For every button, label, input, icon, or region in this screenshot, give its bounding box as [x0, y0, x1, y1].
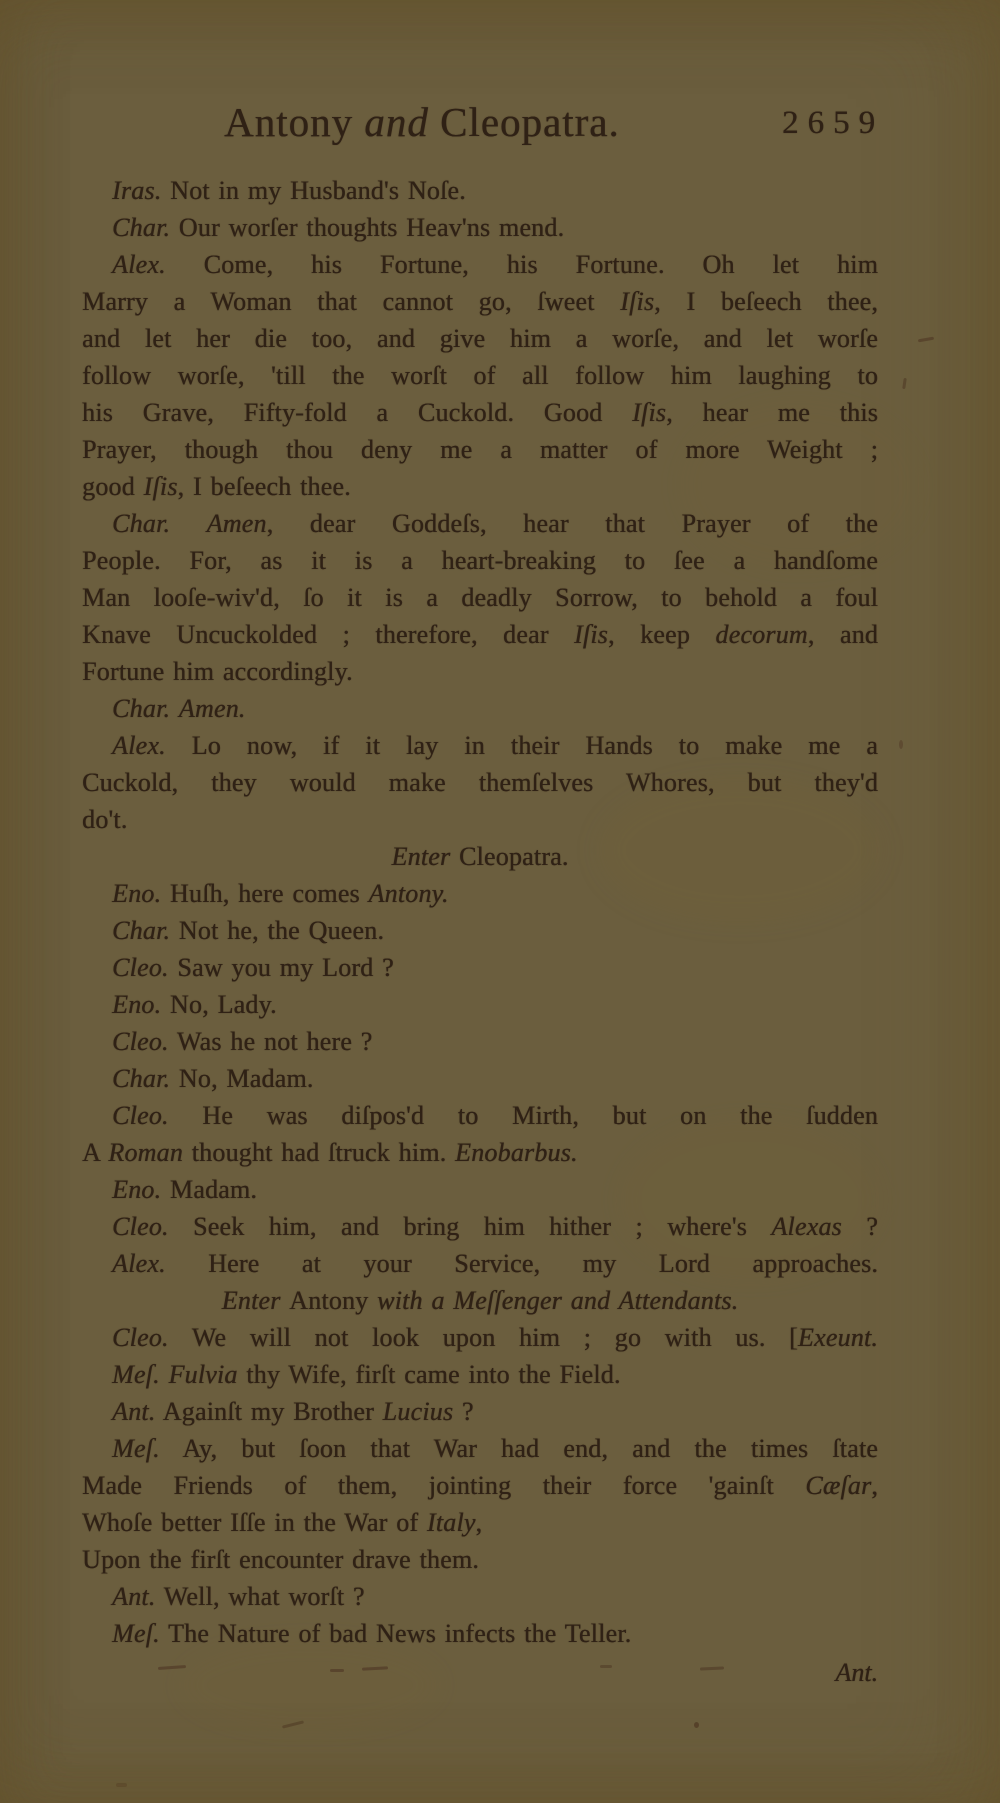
text-line-30: [82, 1245, 878, 1282]
roman-text: Come, his Fortune, his Fortune. Oh let him: [165, 250, 878, 279]
italic-text: Ant.: [112, 1397, 156, 1426]
italic-text: decorum: [715, 620, 808, 649]
italic-text: Eno.: [112, 990, 162, 1019]
roman-text: and let her die too, and give him a worſe, and let worſe: [82, 324, 878, 353]
roman-text: Marry a Woman that cannot go, ſweet: [82, 287, 621, 316]
text-line-1: [82, 172, 878, 209]
roman-text: , and: [807, 620, 878, 649]
roman-text: ,: [871, 1471, 878, 1500]
text-line-8: [82, 431, 878, 468]
text-line-11: [82, 542, 878, 579]
italic-text: Iras.: [112, 176, 162, 205]
italic-text: Eno.: [112, 1175, 162, 1204]
italic-text: Cæſar: [805, 1471, 872, 1500]
roman-text: Againſt my Brother: [155, 1397, 383, 1426]
text-line-32: [82, 1319, 878, 1356]
text-line-12: [82, 579, 878, 616]
roman-text: ?: [841, 1212, 878, 1241]
roman-text: He was diſpos'd to Mirth, but on the ſudden: [168, 1101, 878, 1130]
page-number: 2659: [782, 105, 884, 141]
italic-text: Char.: [112, 694, 171, 723]
italic-text: Meſ.: [112, 1360, 160, 1389]
text-line-36: [82, 1467, 878, 1504]
roman-text: No, Madam.: [170, 1064, 314, 1093]
text-line-29: [82, 1208, 878, 1245]
italic-text: Cleo.: [112, 1101, 169, 1130]
italic-text: Char.: [112, 916, 171, 945]
roman-text: follow worſe, 'till the worſt of all follow him laughing to: [82, 361, 878, 390]
roman-text: Man looſe-wiv'd, ſo it is a deadly Sorrow, to behold a foul: [82, 583, 878, 612]
text-line-25: [82, 1060, 878, 1097]
italic-text: Cleo.: [112, 1027, 169, 1056]
roman-text: Cuckold, they would make themſelves Whores, but they'd: [82, 768, 878, 797]
ink-mark: [282, 1720, 304, 1728]
roman-text: People. For, as it is a heart-breaking to ſee a handſome: [82, 546, 878, 575]
text-line-7: [82, 394, 878, 431]
italic-text: Ant.: [112, 1582, 156, 1611]
roman-text: No, Lady.: [161, 990, 277, 1019]
italic-text: Cleo.: [112, 1212, 169, 1241]
italic-text: Fulvia: [168, 1360, 238, 1389]
text-line-39: [82, 1578, 878, 1615]
roman-text: [170, 694, 179, 723]
ink-mark: [902, 378, 907, 389]
italic-text: Alex.: [112, 731, 166, 760]
roman-text: ?: [453, 1397, 474, 1426]
roman-text: , dear Goddeſs, hear that Prayer of the: [266, 509, 878, 538]
text-line-26: [82, 1097, 878, 1134]
text-line-16: [82, 727, 878, 764]
text-line-40: [82, 1615, 878, 1652]
italic-text: Enobarbus.: [455, 1138, 578, 1167]
roman-text: , hear me this: [666, 398, 878, 427]
roman-text: his Grave, Fifty-fold a Cuckold. Good: [82, 398, 633, 427]
ink-mark: [899, 740, 903, 749]
text-line-4: [82, 283, 878, 320]
text-line-31: [82, 1282, 878, 1319]
text-line-20: [82, 875, 878, 912]
italic-text: with a Meſſenger and Attendants.: [377, 1286, 739, 1315]
text-line-22: [82, 949, 878, 986]
ink-mark: [600, 1665, 612, 1668]
italic-text: Iſis: [632, 398, 667, 427]
text-block: [82, 172, 878, 1691]
roman-text: ,: [475, 1508, 483, 1537]
italic-text: Char.: [112, 213, 171, 242]
roman-text: Antony: [224, 99, 365, 145]
italic-text: Antony.: [368, 879, 449, 908]
text-line-3: [82, 246, 878, 283]
italic-text: Meſ.: [112, 1434, 160, 1463]
italic-text: Italy: [426, 1508, 476, 1537]
italic-text: Eno.: [112, 879, 162, 908]
text-line-18: [82, 801, 878, 838]
italic-text: Amen.: [178, 694, 246, 723]
roman-text: , keep: [607, 620, 716, 649]
ink-mark: [116, 1783, 127, 1787]
roman-text: Lo now, if it lay in their Hands to make me a: [165, 731, 878, 760]
italic-text: Char.: [112, 509, 171, 538]
italic-text: Roman: [108, 1138, 183, 1167]
text-line-35: [82, 1430, 878, 1467]
roman-text: Fortune him accordingly.: [82, 657, 353, 686]
roman-text: Seek him, and bring him hither ; where's: [168, 1212, 772, 1241]
italic-text: Iſis: [573, 620, 608, 649]
italic-text: Alexas: [771, 1212, 842, 1241]
text-line-10: [82, 505, 878, 542]
roman-text: Cleopatra.: [428, 99, 620, 145]
text-line-33: [82, 1356, 878, 1393]
roman-text: thy Wife, firſt came into the Field.: [237, 1360, 621, 1389]
roman-text: A: [82, 1138, 109, 1167]
text-line-34: [82, 1393, 878, 1430]
text-line-21: [82, 912, 878, 949]
roman-text: , I beſeech thee.: [177, 472, 351, 501]
italic-text: Enter: [221, 1286, 290, 1315]
text-line-15: [82, 690, 878, 727]
italic-text: Char.: [112, 1064, 171, 1093]
italic-text: Iſis: [143, 472, 178, 501]
text-line-6: [82, 357, 878, 394]
text-line-14: [82, 653, 878, 690]
roman-text: Whoſe better Iſſe in the War of: [82, 1508, 427, 1537]
roman-text: Madam.: [161, 1175, 258, 1204]
italic-text: Iſis: [620, 287, 655, 316]
text-line-37: [82, 1504, 878, 1541]
text-line-19: [82, 838, 878, 875]
text-line-2: [82, 209, 878, 246]
roman-text: , I beſeech thee,: [654, 287, 878, 316]
roman-text: Cleopatra.: [458, 842, 569, 871]
roman-text: The Nature of bad News infects the Teller.: [159, 1619, 632, 1648]
roman-text: Prayer, though thou deny me a matter of more Weight ;: [82, 435, 878, 464]
italic-text: and: [364, 99, 429, 145]
roman-text: Knave Uncuckolded ; therefore, dear: [82, 620, 574, 649]
roman-text: Was he not here ?: [168, 1027, 373, 1056]
text-line-17: [82, 764, 878, 801]
roman-text: Our worſer thoughts Heav'ns mend.: [170, 213, 565, 242]
italic-text: Amen: [206, 509, 267, 538]
ink-mark: [330, 1669, 344, 1672]
text-line-5: [82, 320, 878, 357]
roman-text: Not in my Husband's Noſe.: [161, 176, 466, 205]
roman-text: Antony: [289, 1286, 378, 1315]
text-line-9: [82, 468, 878, 505]
italic-text: Cleo.: [112, 953, 169, 982]
roman-text: do't.: [82, 805, 128, 834]
roman-text: Upon the firſt encounter drave them.: [82, 1545, 479, 1574]
italic-text: Alex.: [112, 1249, 166, 1278]
roman-text: Huſh, here comes: [161, 879, 369, 908]
roman-text: Made Friends of them, jointing their force 'gainſt: [82, 1471, 806, 1500]
ink-mark: [694, 1722, 699, 1728]
roman-text: Not he, the Queen.: [170, 916, 385, 945]
text-line-28: [82, 1171, 878, 1208]
running-head-title: [224, 98, 620, 146]
italic-text: Exeunt.: [797, 1323, 878, 1352]
roman-text: Well, what worſt ?: [155, 1582, 365, 1611]
text-line-23: [82, 986, 878, 1023]
roman-text: Here at your Service, my Lord approaches.: [165, 1249, 878, 1278]
roman-text: Ay, but ſoon that War had end, and the times ſtate: [159, 1434, 878, 1463]
roman-text: thought had ſtruck him.: [182, 1138, 456, 1167]
italic-text: Enter: [391, 842, 459, 871]
running-head: [82, 98, 884, 158]
roman-text: good: [82, 472, 144, 501]
italic-text: Alex.: [112, 250, 166, 279]
text-line-24: [82, 1023, 878, 1060]
roman-text: Saw you my Lord ?: [168, 953, 394, 982]
roman-text: We will not look upon him ; go with us. [: [168, 1323, 798, 1352]
text-line-27: [82, 1134, 878, 1171]
text-line-13: [82, 616, 878, 653]
italic-text: Meſ.: [112, 1619, 160, 1648]
text-line-38: [82, 1541, 878, 1578]
ink-mark: [918, 337, 934, 343]
catchword: [82, 1654, 878, 1691]
italic-text: Lucius: [382, 1397, 454, 1426]
italic-text: Ant.: [835, 1658, 878, 1687]
italic-text: Cleo.: [112, 1323, 169, 1352]
roman-text: [170, 509, 207, 538]
